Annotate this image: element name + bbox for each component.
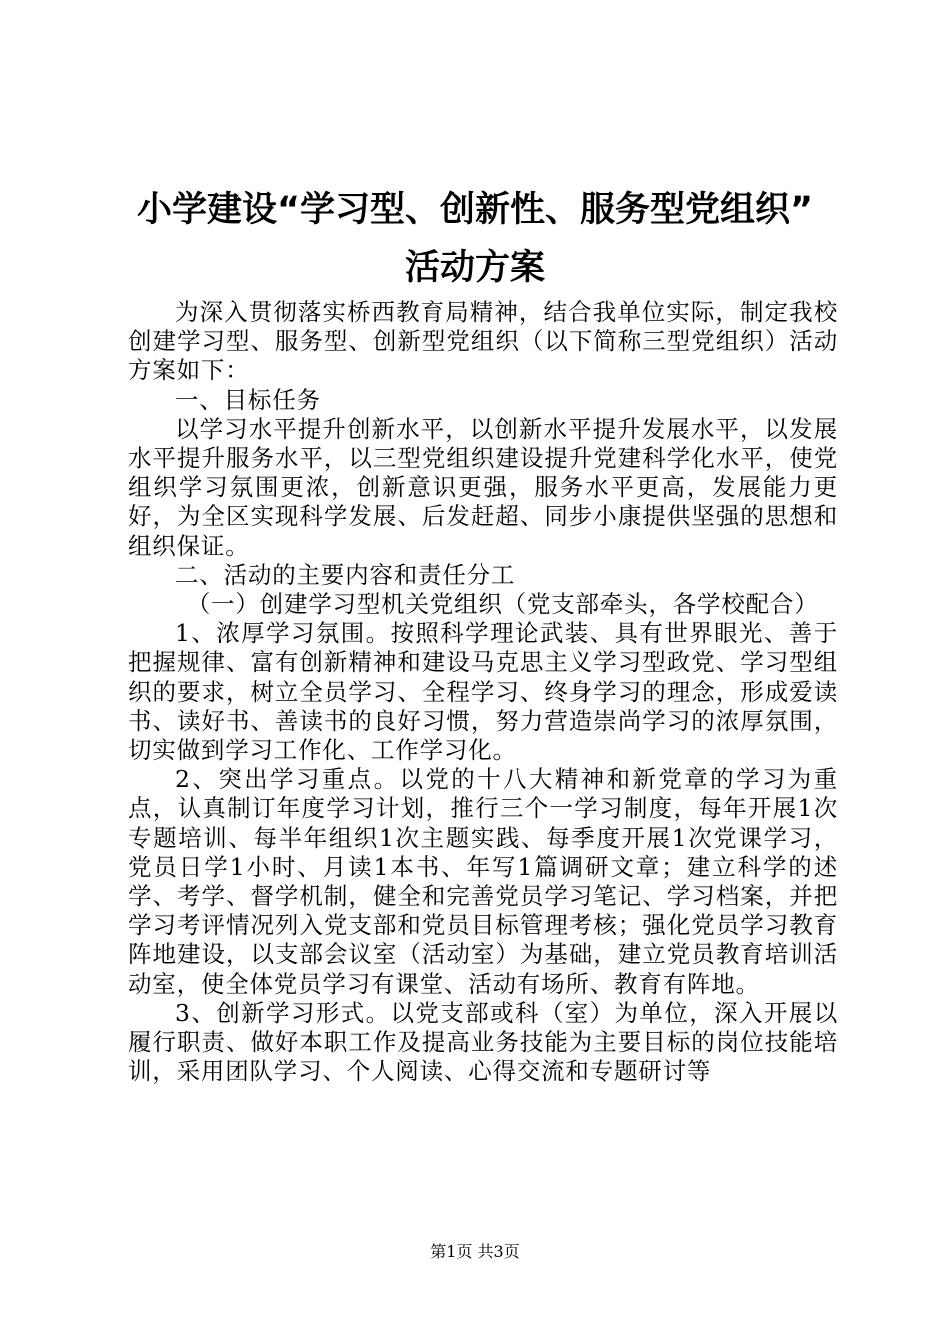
section-heading-content: 二、活动的主要内容和责任分工 [175, 560, 516, 589]
item-paragraph-3: 3、创新学习形式。以党支部或科（室）为单位，深入开展以履行职责、做好本职工作及提高业务技能为主要目标的岗位技能培训，采用团队学习、个人阅读、心得交流和专题研讨等 [128, 998, 838, 1086]
item-paragraph-1: 1、浓厚学习氛围。按照科学理论武装、具有世界眼光、善于把握规律、富有创新精神和建设马克思主义学习型政党、学习型组织的要求，树立全员学习、全程学习、终身学习的理念，形成爱读书、读好书、善读书的良好习惯，努力营造崇尚学习的浓厚氛围，切实做到学习工作化、工作学习化。 [128, 619, 838, 765]
section-heading-goals: 一、目标任务 [175, 385, 321, 414]
document-body [128, 298, 838, 1086]
item-paragraph-2: 2、突出学习重点。以党的十八大精神和新党章的学习为重点，认真制订年度学习计划，推行三个一学习制度，每年开展1次专题培训、每半年组织1次主题实践、每季度开展1次党课学习，党员日学1小时、月读1本书、年写1篇调研文章；建立科学的述学、考学、督学机制，健全和完善党员学习笔记、学习档案，并把学习考评情况列入党支部和党员目标管理考核；强化党员学习教育阵地建设，以支部会议室（活动室）为基础，建立党员教育培训活动室，使全体党员学习有课堂、活动有场所、教育有阵地。 [128, 765, 838, 998]
subsection-heading-learning: （一）创建学习型机关党组织（党支部牵头，各学校配合） [186, 590, 819, 619]
page-footer: 第1页 共3页 [430, 1242, 520, 1261]
document-title-line-1: 小学建设“学习型、创新性、服务型党组织” [136, 190, 813, 230]
intro-paragraph: 为深入贯彻落实桥西教育局精神，结合我单位实际，制定我校创建学习型、服务型、创新型党组织（以下简称三型党组织）活动方案如下： [128, 298, 838, 385]
document-title-line-2: 活动方案 [404, 248, 545, 288]
goals-paragraph: 以学习水平提升创新水平，以创新水平提升发展水平，以发展水平提升服务水平，以三型党组织建设提升党建科学化水平，使党组织学习氛围更浓，创新意识更强，服务水平更高，发展能力更好，为全区实现科学发展、后发赶超、同步小康提供坚强的思想和组织保证。 [128, 414, 838, 560]
